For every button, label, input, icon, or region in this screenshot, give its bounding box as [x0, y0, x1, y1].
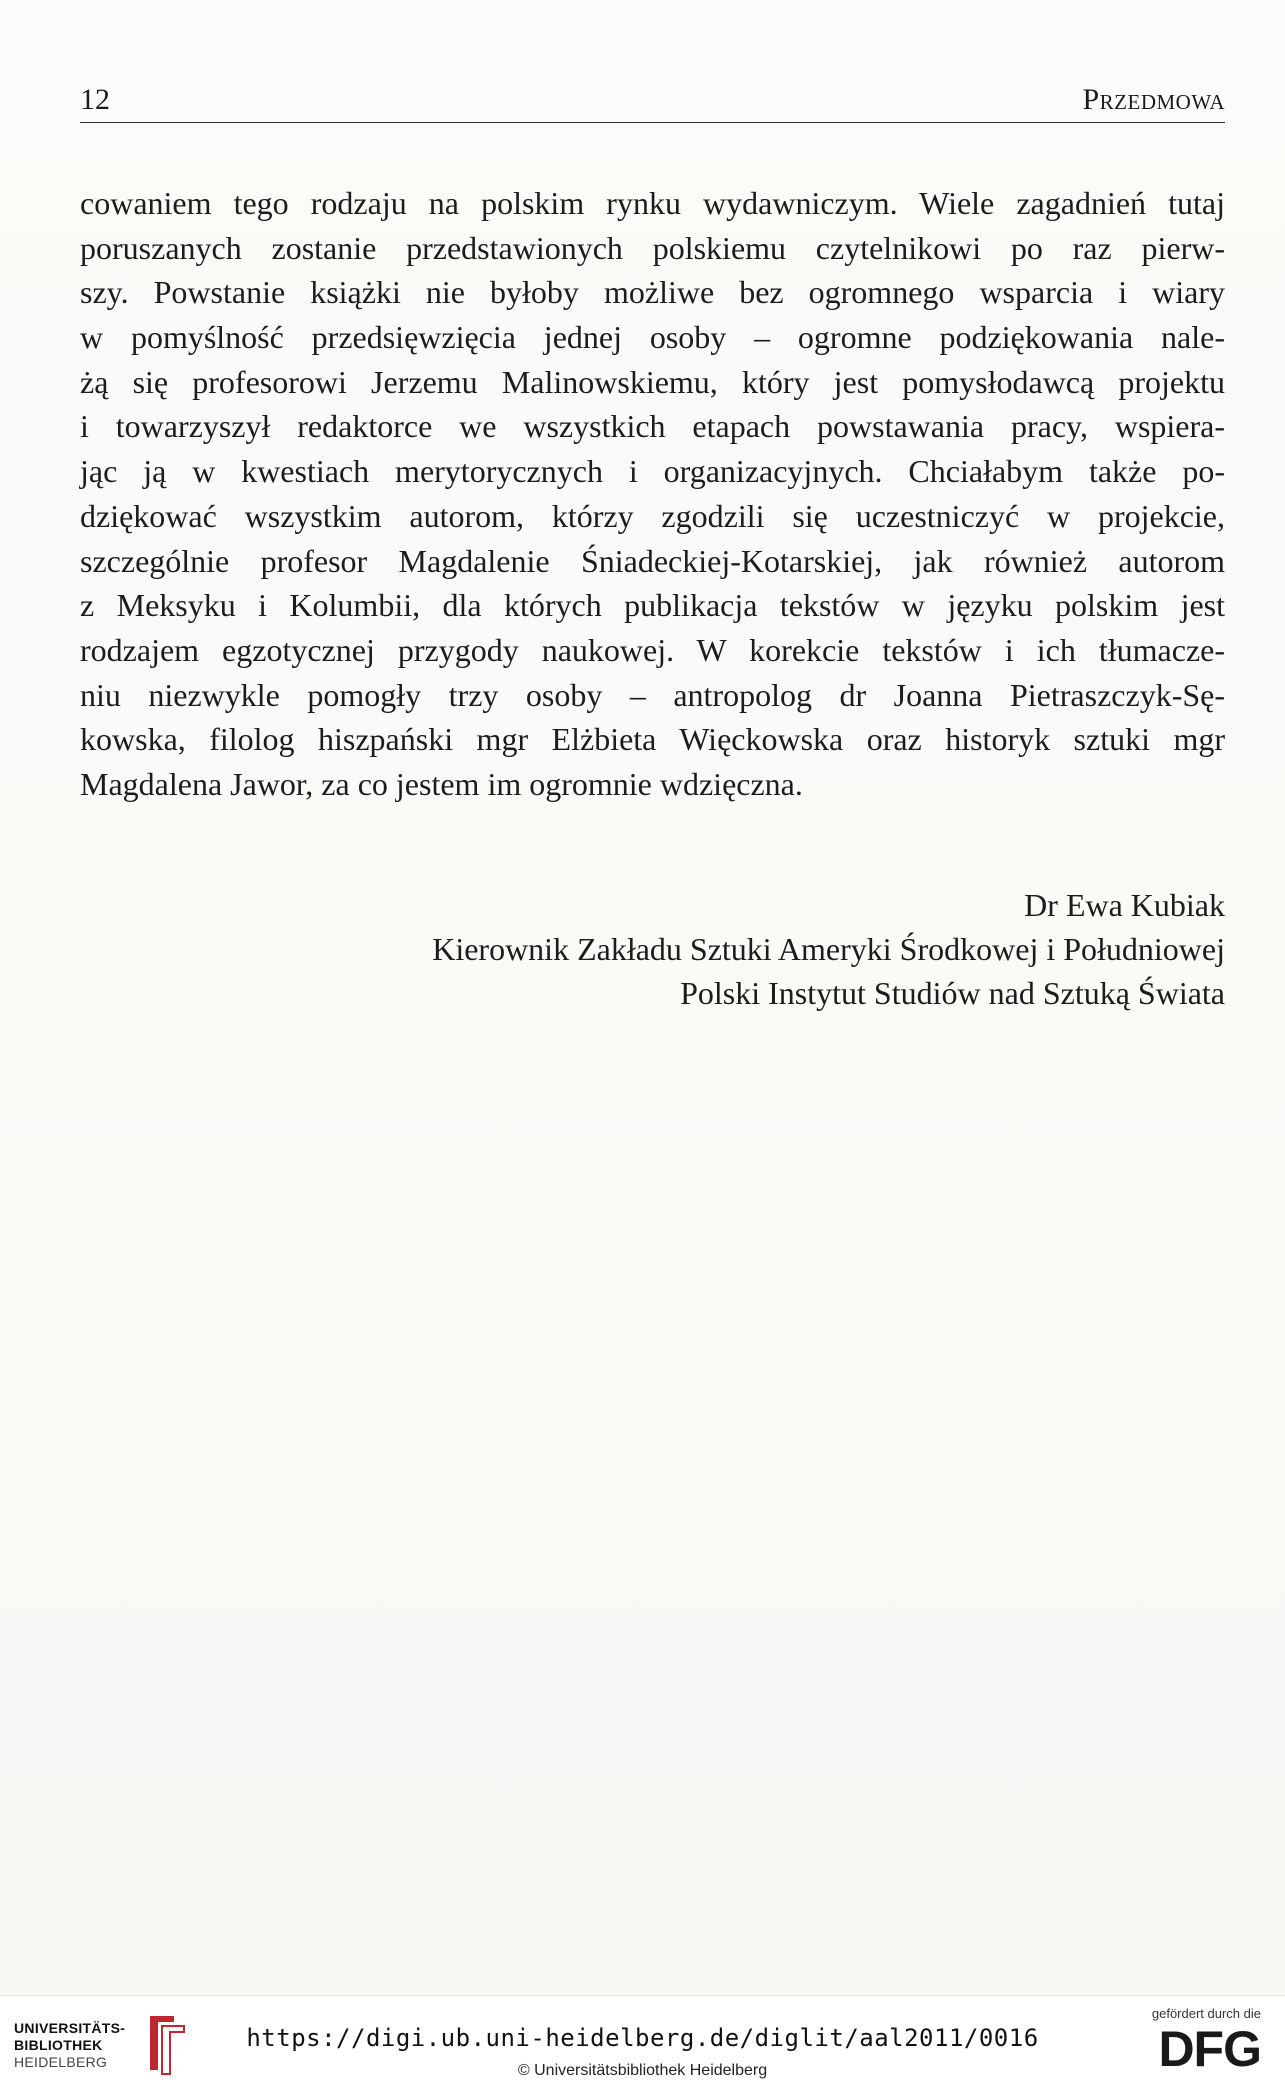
text-line: poruszanych zostanie przedstawionych polskiemu czytelnikowi po raz pierw- — [80, 229, 1225, 266]
text-line: Magdalena Jawor, za co jestem im ogromnie wdzięczna. — [80, 765, 803, 802]
text-line: i towarzyszył redaktorce we wszystkich etapach powstawania pracy, wspiera- — [80, 408, 1225, 445]
body-paragraph — [80, 181, 1225, 807]
copyright-notice: © Universitätsbibliothek Heidelberg — [517, 2062, 768, 2079]
signature-institution: Polski Instytut Studiów nad Sztuką Świata — [680, 975, 1225, 1011]
digitization-footer — [0, 1995, 1285, 2090]
text-line: szy. Powstanie książki nie byłoby możliwe bez ogromnego wsparcia i wiary — [80, 274, 1225, 311]
text-line: jąc ją w kwestiach merytorycznych i organizacyjnych. Chciałabym także po- — [80, 453, 1225, 490]
dfg-funding-badge[interactable] — [1131, 2006, 1261, 2086]
library-name-line1: UNIVERSITÄTS- — [14, 2020, 126, 2036]
permalink-url[interactable]: https://digi.ub.uni-heidelberg.de/diglit/aal2011/0016 — [246, 2024, 1039, 2052]
section-title: Przedmowa — [1082, 83, 1225, 116]
library-name-line2: BIBLIOTHEK — [14, 2037, 103, 2053]
text-line: cowaniem tego rodzaju na polskim rynku wydawniczym. Wiele zagadnień tutaj — [80, 185, 1225, 221]
page-number: 12 — [80, 83, 110, 116]
funding-caption: gefördert durch die — [1151, 2006, 1261, 2021]
text-line: szczególnie profesor Magdalenie Śniadeckiej-Kotarskiej, jak również autorom — [80, 542, 1225, 579]
text-line: kowska, filolog hiszpański mgr Elżbieta Więckowska oraz historyk sztuki mgr — [80, 721, 1225, 758]
text-line: niu niezwykle pomogły trzy osoby – antropolog dr Joanna Pietraszczyk-Sę- — [80, 676, 1225, 713]
text-line: dziękować wszystkim autorom, którzy zgodzili się uczestniczyć w projekcie, — [80, 497, 1225, 534]
text-line: żą się profesorowi Jerzemu Malinowskiemu, który jest pomysłodawcą projektu — [80, 363, 1225, 400]
text-line: w pomyślność przedsięwzięcia jednej osoby – ogromne podziękowania nale- — [80, 319, 1225, 356]
running-head — [80, 82, 1225, 123]
signature-position: Kierownik Zakładu Sztuki Ameryki Środkowej i Południowej — [432, 931, 1225, 967]
signature-block — [225, 883, 1225, 1015]
text-line: rodzajem egzotycznej przygody naukowej. W korekcie tekstów i ich tłumacze- — [80, 631, 1225, 668]
library-name-line3: HEIDELBERG — [14, 2054, 108, 2070]
dfg-logo: DFG — [1158, 2021, 1261, 2077]
signature-name: Dr Ewa Kubiak — [1024, 887, 1225, 923]
text-line: z Meksyku i Kolumbii, dla których publikacja tekstów w języku polskim jest — [80, 587, 1225, 624]
